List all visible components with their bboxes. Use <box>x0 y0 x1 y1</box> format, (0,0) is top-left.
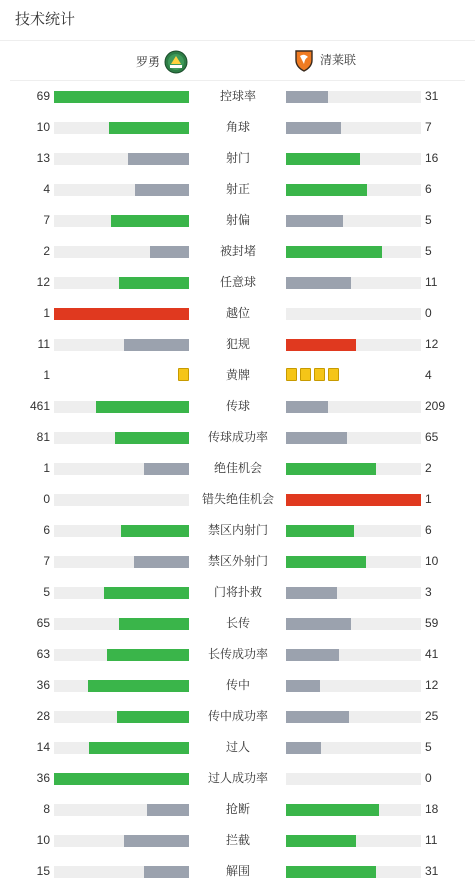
away-bar-track <box>286 680 421 692</box>
away-value: 5 <box>425 740 432 754</box>
away-team-name: 清莱联 <box>320 53 357 67</box>
home-value: 69 <box>36 89 50 103</box>
home-value: 1 <box>43 306 50 320</box>
stat-label: 禁区外射门 <box>207 554 268 568</box>
stat-label: 犯规 <box>225 337 250 351</box>
home-bar <box>144 866 189 878</box>
stat-label: 射正 <box>225 182 250 196</box>
stat-label: 禁区内射门 <box>207 523 268 537</box>
away-value: 0 <box>425 771 432 785</box>
away-value: 209 <box>425 399 446 413</box>
away-bar-track <box>286 773 421 785</box>
stats-list <box>0 81 475 887</box>
home-bar <box>144 463 189 475</box>
home-bar-track <box>54 587 189 599</box>
away-bar <box>286 556 366 568</box>
home-bar <box>119 618 189 630</box>
away-bar <box>286 742 321 754</box>
home-bar-track <box>54 463 189 475</box>
stat-row <box>0 701 475 732</box>
home-bar <box>124 835 189 847</box>
away-bar-track <box>286 556 421 568</box>
home-bar-track <box>54 91 189 103</box>
home-value: 8 <box>43 802 50 816</box>
away-value: 7 <box>425 120 432 134</box>
home-team[interactable] <box>136 50 188 74</box>
stat-label: 解围 <box>225 864 250 878</box>
home-value: 461 <box>29 399 50 413</box>
home-bar <box>107 649 189 661</box>
home-bar <box>88 680 189 692</box>
away-value: 1 <box>425 492 432 506</box>
away-bar <box>286 804 379 816</box>
stat-row <box>0 236 475 267</box>
home-bar <box>147 804 189 816</box>
away-bar-track <box>286 494 421 506</box>
stat-row <box>0 81 475 112</box>
away-bar <box>286 277 351 289</box>
away-bar-track <box>286 184 421 196</box>
away-value: 2 <box>425 461 432 475</box>
home-bar-track <box>54 277 189 289</box>
home-bar <box>115 432 189 444</box>
home-bar-track <box>54 773 189 785</box>
yellow-card-icon <box>286 368 297 381</box>
stat-row <box>0 174 475 205</box>
home-bar-track <box>54 215 189 227</box>
stat-label: 传中 <box>225 678 250 692</box>
home-bar <box>109 122 189 134</box>
home-bar <box>121 525 189 537</box>
away-bar-track <box>286 525 421 537</box>
stat-label: 门将扑救 <box>213 585 262 599</box>
home-value: 10 <box>36 120 50 134</box>
home-value: 10 <box>36 833 50 847</box>
page-title: 技术统计 <box>15 11 76 28</box>
stat-label: 错失绝佳机会 <box>201 492 274 506</box>
stat-row <box>0 794 475 825</box>
home-bar-track <box>54 308 189 320</box>
home-value: 11 <box>37 337 50 351</box>
away-bar <box>286 525 354 537</box>
stat-label: 传球成功率 <box>207 430 268 444</box>
away-bar <box>286 401 328 413</box>
away-bar <box>286 91 328 103</box>
stat-label: 过人成功率 <box>207 771 268 785</box>
home-bar-track <box>54 494 189 506</box>
stat-row <box>0 639 475 670</box>
stat-label: 角球 <box>225 120 250 134</box>
home-bar <box>111 215 189 227</box>
away-bar-track <box>286 401 421 413</box>
stat-row <box>0 112 475 143</box>
stat-label: 抢断 <box>225 802 250 816</box>
stat-row <box>0 391 475 422</box>
home-value: 28 <box>36 709 50 723</box>
home-bar <box>54 308 189 320</box>
home-bar-track <box>54 246 189 258</box>
away-value: 11 <box>425 833 438 847</box>
stat-row <box>0 298 475 329</box>
stat-label: 射门 <box>225 151 250 165</box>
home-bar-track <box>54 835 189 847</box>
stat-row <box>0 515 475 546</box>
yellow-card-icon <box>178 368 189 381</box>
stat-row <box>0 422 475 453</box>
stat-label: 绝佳机会 <box>213 461 262 475</box>
stat-row <box>0 453 475 484</box>
away-bar-track <box>286 711 421 723</box>
away-bar-track <box>286 587 421 599</box>
home-bar-track <box>54 184 189 196</box>
home-value: 1 <box>43 461 50 475</box>
home-value: 2 <box>43 244 50 258</box>
away-bar-track <box>286 432 421 444</box>
away-bar <box>286 215 343 227</box>
away-bar <box>286 246 382 258</box>
away-bar-track <box>286 122 421 134</box>
home-bar-track <box>54 432 189 444</box>
stat-label: 拦截 <box>225 833 250 847</box>
away-value: 6 <box>425 182 432 196</box>
away-bar <box>286 339 356 351</box>
stat-label: 任意球 <box>219 275 256 289</box>
home-bar-track <box>54 680 189 692</box>
stat-row <box>0 825 475 856</box>
home-value: 15 <box>36 864 50 878</box>
away-value: 18 <box>425 802 439 816</box>
yellow-card-icon <box>300 368 311 381</box>
away-bar-track <box>286 91 421 103</box>
home-value: 0 <box>43 492 50 506</box>
stat-row <box>0 205 475 236</box>
away-bar-track <box>286 649 421 661</box>
away-bar <box>286 463 376 475</box>
stat-row <box>0 856 475 887</box>
away-bar-track <box>286 618 421 630</box>
away-bar-track <box>286 339 421 351</box>
stat-row <box>0 267 475 298</box>
stat-row <box>0 143 475 174</box>
home-bar-track <box>54 711 189 723</box>
home-bar-track <box>54 866 189 878</box>
stat-row <box>0 763 475 794</box>
away-value: 6 <box>425 523 432 537</box>
away-value: 3 <box>425 585 432 599</box>
home-value: 7 <box>43 554 50 568</box>
home-bar <box>119 277 189 289</box>
home-bar <box>150 246 189 258</box>
away-yellow-cards <box>286 368 339 381</box>
away-bar-track <box>286 308 421 320</box>
stat-row <box>0 608 475 639</box>
away-bar <box>286 494 421 506</box>
home-team-logo <box>164 50 188 74</box>
home-value: 36 <box>36 771 50 785</box>
home-value: 12 <box>36 275 50 289</box>
home-bar-track <box>54 556 189 568</box>
stat-label: 黄牌 <box>225 368 250 382</box>
home-value: 63 <box>36 647 50 661</box>
home-value: 4 <box>43 182 50 196</box>
away-value: 31 <box>425 89 439 103</box>
away-value: 31 <box>425 864 439 878</box>
stat-label: 越位 <box>225 306 250 320</box>
away-bar <box>286 153 360 165</box>
away-value: 12 <box>425 337 439 351</box>
away-bar <box>286 649 339 661</box>
home-bar-track <box>54 401 189 413</box>
away-bar-track <box>286 215 421 227</box>
away-bar-track <box>286 463 421 475</box>
away-bar-track <box>286 153 421 165</box>
away-value: 0 <box>425 306 432 320</box>
home-bar <box>54 91 189 103</box>
yellow-card-icon <box>314 368 325 381</box>
home-bar-track <box>54 122 189 134</box>
stat-label: 射偏 <box>225 213 250 227</box>
away-value: 41 <box>425 647 439 661</box>
away-bar <box>286 587 337 599</box>
home-value: 81 <box>36 430 50 444</box>
stat-label: 传球 <box>225 399 250 413</box>
stat-row <box>0 732 475 763</box>
away-bar <box>286 432 347 444</box>
away-bar <box>286 122 341 134</box>
home-value: 14 <box>36 740 50 754</box>
away-team-logo <box>292 48 316 72</box>
home-bar <box>135 184 189 196</box>
home-value: 13 <box>36 151 50 165</box>
stat-label: 被封堵 <box>219 244 256 258</box>
home-bar <box>54 773 189 785</box>
home-bar <box>134 556 189 568</box>
home-bar-track <box>54 525 189 537</box>
home-value: 36 <box>36 678 50 692</box>
away-value: 5 <box>425 213 432 227</box>
home-value: 6 <box>43 523 50 537</box>
away-bar-track <box>286 866 421 878</box>
away-value: 5 <box>425 244 432 258</box>
teams-header <box>0 41 475 81</box>
away-value: 10 <box>425 554 439 568</box>
away-bar <box>286 866 376 878</box>
away-bar <box>286 711 349 723</box>
stat-label: 长传 <box>225 616 250 630</box>
stat-row <box>0 546 475 577</box>
home-bar-track <box>54 339 189 351</box>
home-value: 65 <box>36 616 50 630</box>
home-bar-track <box>54 804 189 816</box>
away-bar-track <box>286 277 421 289</box>
stat-row <box>0 670 475 701</box>
away-value: 59 <box>425 616 439 630</box>
stat-row <box>0 484 475 515</box>
stat-label: 过人 <box>225 740 250 754</box>
away-bar-track <box>286 246 421 258</box>
away-value: 65 <box>425 430 439 444</box>
away-bar <box>286 184 367 196</box>
home-bar <box>124 339 189 351</box>
away-bar <box>286 680 320 692</box>
home-value: 1 <box>43 368 50 382</box>
away-value: 16 <box>425 151 439 165</box>
home-bar <box>128 153 189 165</box>
yellow-card-icon <box>328 368 339 381</box>
stat-label: 传中成功率 <box>207 709 268 723</box>
home-bar <box>104 587 189 599</box>
home-value: 5 <box>43 585 50 599</box>
home-bar <box>96 401 189 413</box>
home-bar-track <box>54 649 189 661</box>
stat-row <box>0 329 475 360</box>
away-team[interactable] <box>292 48 356 72</box>
away-bar <box>286 835 356 847</box>
away-bar-track <box>286 804 421 816</box>
away-bar <box>286 618 351 630</box>
away-value: 25 <box>425 709 439 723</box>
away-value: 11 <box>425 275 438 289</box>
home-bar-track <box>54 153 189 165</box>
home-bar <box>89 742 189 754</box>
home-bar <box>117 711 189 723</box>
away-bar-track <box>286 835 421 847</box>
home-yellow-cards <box>178 368 189 381</box>
home-value: 7 <box>43 213 50 227</box>
stat-row <box>0 577 475 608</box>
away-value: 12 <box>425 678 439 692</box>
stat-label: 控球率 <box>219 89 256 103</box>
away-bar-track <box>286 742 421 754</box>
home-bar-track <box>54 618 189 630</box>
home-team-name: 罗勇 <box>135 55 160 69</box>
stat-label: 长传成功率 <box>207 647 268 661</box>
stat-row <box>0 360 475 391</box>
home-bar-track <box>54 742 189 754</box>
away-value: 4 <box>425 368 432 382</box>
